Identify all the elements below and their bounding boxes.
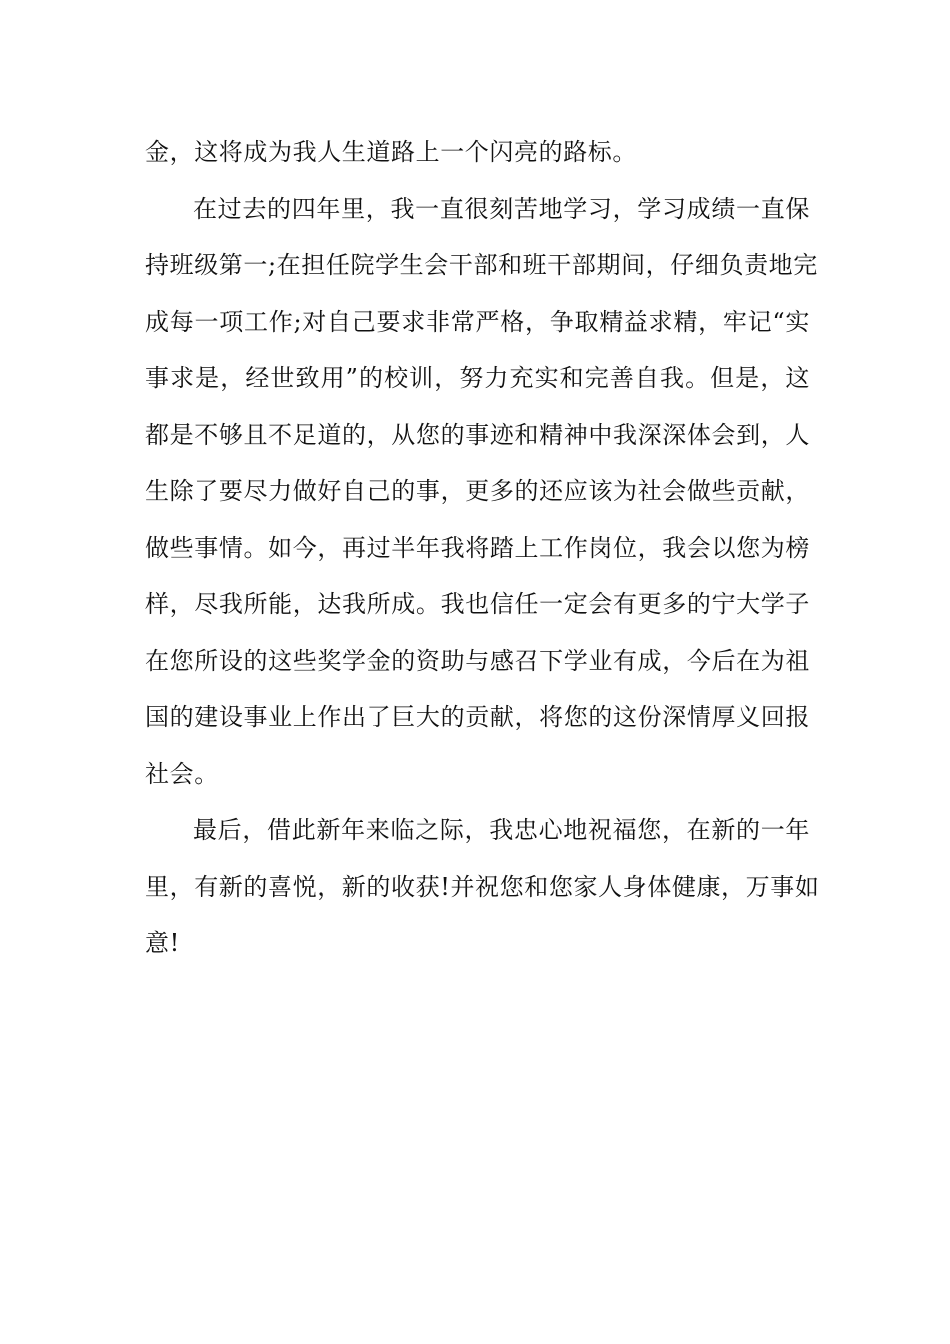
text-line: 里，有新的喜悦，新的收获!并祝您和您家人身体健康，万事如 <box>145 872 820 901</box>
text-line: 在您所设的这些奖学金的资助与感召下学业有成，今后在为祖 <box>145 646 810 675</box>
text-line: 事求是，经世致用”的校训，努力充实和完善自我。但是，这 <box>145 364 810 392</box>
text-line: 国的建设事业上作出了巨大的贡献，将您的这份深情厚义回报 <box>145 703 810 731</box>
text-line: 金，这将成为我人生道路上一个闪亮的路标。 <box>145 138 637 166</box>
text-line: 都是不够且不足道的，从您的事迹和精神中我深深体会到，人 <box>145 420 810 449</box>
text-line: 持班级第一;在担任院学生会干部和班干部期间，仔细负责地完 <box>145 251 818 279</box>
text-line: 做些事情。如今，再过半年我将踏上工作岗位，我会以您为榜 <box>145 533 810 562</box>
text-line: 成每一项工作;对自己要求非常严格，争取精益求精，牢记“实 <box>145 307 810 336</box>
text-line: 最后，借此新年来临之际，我忠心地祝福您，在新的一年 <box>193 816 810 844</box>
text-line: 社会。 <box>145 759 219 788</box>
text-line: 生除了要尽力做好自己的事，更多的还应该为社会做些贡献， <box>145 477 810 505</box>
text-line: 在过去的四年里，我一直很刻苦地学习，学习成绩一直保 <box>193 194 810 223</box>
letter-body <box>145 128 820 976</box>
text-line: 意! <box>145 929 180 957</box>
text-line: 样，尽我所能，达我所成。我也信任一定会有更多的宁大学子 <box>145 590 810 618</box>
